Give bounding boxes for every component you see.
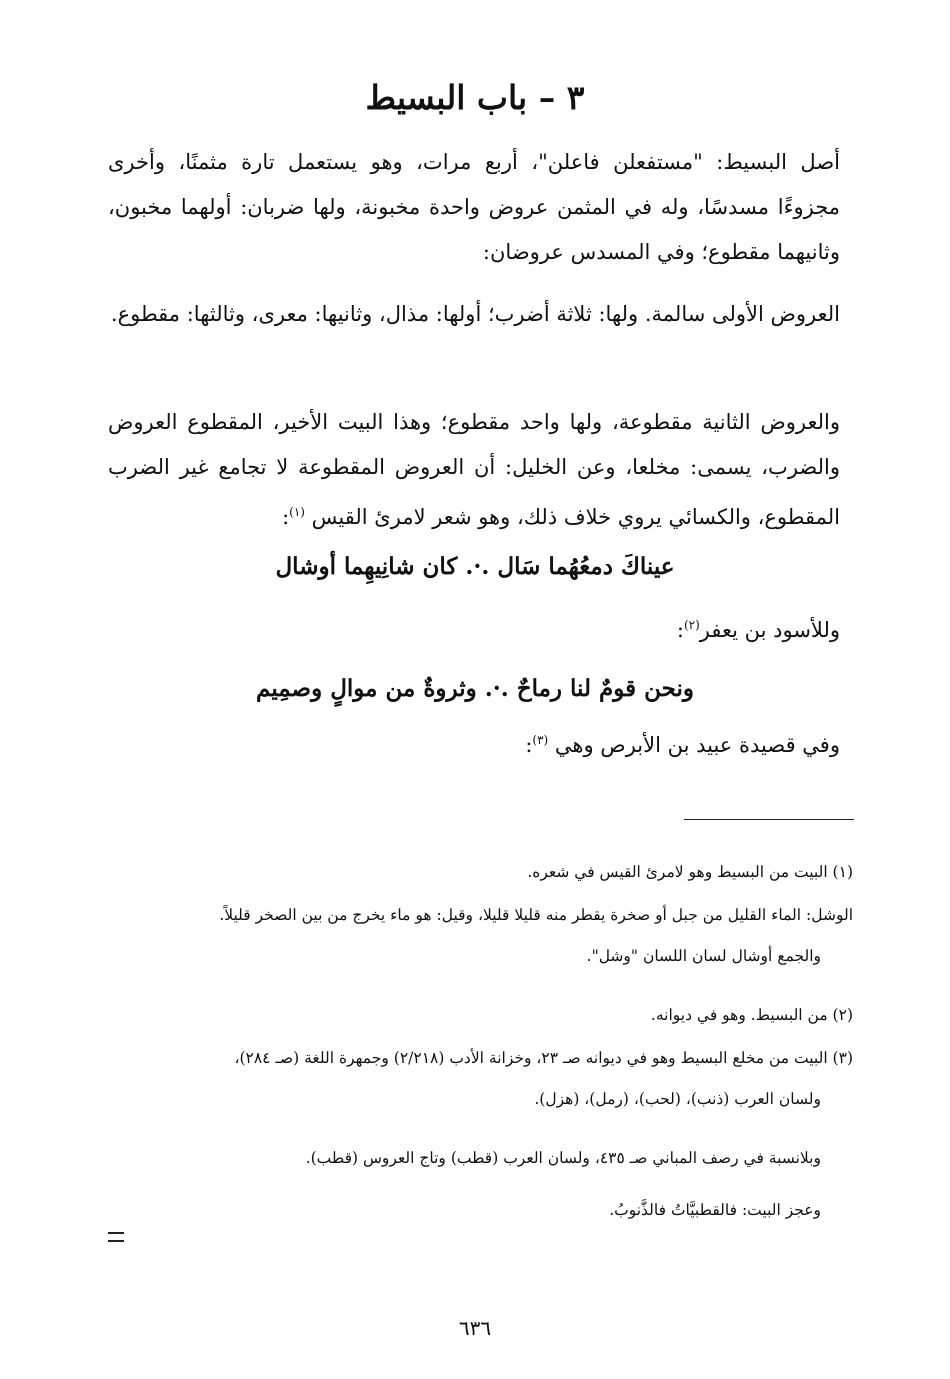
- colon: :: [676, 618, 684, 642]
- verse-2: ونحن قومٌ لنا رماحٌ .·. وثروةٌ من موالٍ وصمِيم: [256, 675, 694, 702]
- verse-2-intro-text: وللأسود بن يعفر: [699, 618, 840, 642]
- footnote-separator: [684, 819, 854, 820]
- verse-3-intro-text: وفي قصيدة عبيد بن الأبرص وهي: [554, 733, 840, 757]
- verse-1: عيناكَ دمعُهُما سَال .·. كان شانِيهِما أوشال: [275, 553, 675, 580]
- footnote-3-line: (٣) البيت من مخلع البسيط وهو في ديوانه صـ ٢٣، وخزانة الأدب (٢/٢١٨) وجمهرة اللغة (صـ ٢٨٤)،: [234, 1049, 853, 1067]
- footnote-1-line: (١) البيت من البسيط وهو لامرئ القيس في شعره.: [527, 863, 853, 881]
- footnote-3: [108, 1038, 853, 1120]
- footnote-ref-3[interactable]: (٣): [532, 733, 549, 747]
- footnote-3-unattributed-line: وبلانسبة في رصف المباني صـ ٤٣٥، ولسان العرب (قطب) وتاج العروس (قطب).: [305, 1149, 821, 1167]
- colon: :: [282, 505, 290, 529]
- continuation-mark: [108, 1232, 124, 1242]
- paragraph-2: العروض الأولى سالمة. ولها: ثلاثة أضرب؛ أولها: مذال، وثانيها: معرى، وثالثها: مقطوع.: [110, 302, 840, 326]
- footnote-ref-2[interactable]: (٢): [683, 618, 700, 632]
- footnote-3-hemistich-line: وعجز البيت: فالقطبيَّاتُ فالذَّنوبُ.: [609, 1201, 821, 1219]
- footnote-3-hemistich: [108, 1190, 853, 1231]
- verse-3-intro: [108, 733, 840, 757]
- footnote-ref-1[interactable]: (١): [289, 505, 305, 519]
- paragraph-3-text: والعروض الثانية مقطوعة، ولها واحد مقطوع؛ وهذا البيت الأخير، المقطوع العروض والضرب، يسمى: مخلعا، وعن الخليل: أن العروض المقطوعة لا تجامع غير الضرب المقطوع، والكسائي يروي خلاف ذلك، وهو شعر لامرئ القيس: [108, 410, 840, 529]
- footnote-2-line: (٢) من البسيط. وهو في ديوانه.: [650, 1006, 853, 1024]
- footnote-1-gloss: [108, 895, 853, 977]
- footnote-2: [108, 995, 853, 1036]
- colon: :: [525, 733, 533, 757]
- paragraph-1: أصل البسيط: "مستفعلن فاعلن"، أربع مرات، وهو يستعمل تارة مثمنًا، وأخرى مجزوءًا مسدسًا، وله في المثمن عروض واحدة مخبونة، ولها ضربان: أولهما مخبون، وثانيهما مقطوع؛ وفي المسدس عروضان:: [108, 150, 840, 264]
- paragraph-3: [108, 400, 840, 540]
- chapter-title: ٣ – باب البسيط: [365, 78, 585, 117]
- footnote-1: [108, 852, 853, 893]
- footnote-3-cont: ولسان العرب (ذنب)، (لحب)، (رمل)، (هزل).: [534, 1090, 821, 1108]
- footnote-1-gloss-line: الوشل: الماء القليل من جبل أو صخرة يقطر منه قليلا قليلا، وقيل: هو ماء يخرج من بين الصخر قليلاً.: [219, 906, 853, 924]
- page-number: ٦٣٦: [458, 1316, 492, 1340]
- footnote-3-unattributed: [108, 1138, 853, 1179]
- footnote-1-gloss-cont: والجمع أوشال لسان اللسان "وشل".: [586, 947, 821, 965]
- verse-2-intro: [108, 618, 840, 642]
